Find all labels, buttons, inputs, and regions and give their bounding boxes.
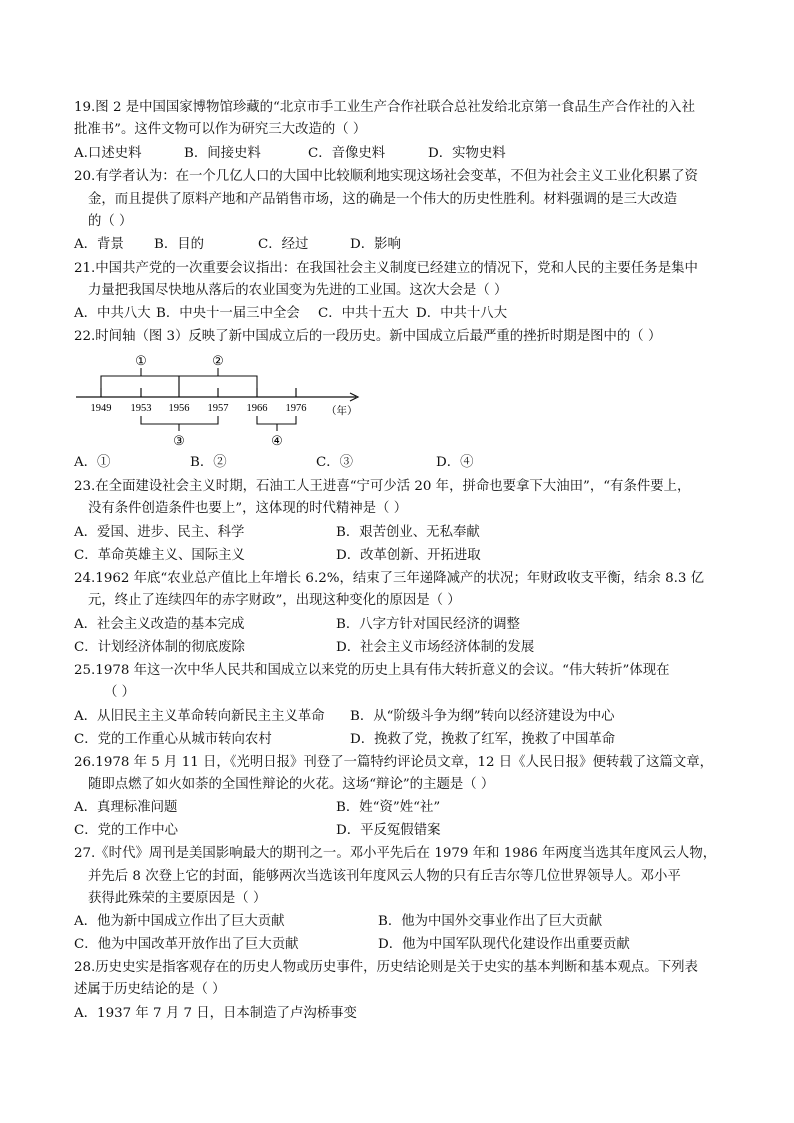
q23-option-b: B．艰苦创业、无私奉献 [336, 525, 480, 540]
q19-option-c: C．音像史料 [308, 146, 386, 161]
q21-stem-line1: 21.中国共产党的一次重要会议指出：在我国社会主义制度已经建立的情况下，党和人民的主要任务是集中 [74, 261, 698, 276]
q26-option-a: A．真理标准问题 [74, 800, 178, 815]
year-label-1953: 1953 [130, 403, 152, 414]
q23-option-a: A．爱国、进步、民主、科学 [74, 525, 245, 540]
q20-stem-line3: 的（ ） [88, 214, 133, 229]
q20-option-d: D．影响 [350, 237, 401, 252]
bracket-label-4: ④ [271, 433, 283, 448]
q21-option-c: C．中共十五大 [318, 306, 409, 321]
bracket-3 [141, 416, 218, 424]
q23-stem-line1: 23.在全面建设社会主义时期，石油工人王进喜“宁可少活 20 年，拼命也要拿下大油田”，“有条件要上， [74, 479, 691, 494]
q20-stem-line2: 金，而且提供了原料产地和产品销售市场，这的确是一个伟大的历史性胜利。材料强调的是三大改造 [88, 192, 678, 207]
q20-option-a: A．背景 [74, 237, 124, 252]
q25-option-a: A．从旧民主主义革命转向新民主主义革命 [74, 709, 325, 724]
q28-stem-line2: 述属于历史结论的是（ ） [74, 982, 226, 997]
q19-stem-line2: 批准书”。这件文物可以作为研究三大改造的（ ） [74, 122, 367, 137]
q26-stem-line2: 随即点燃了如火如荼的全国性辩论的火花。这场“辩论”的主题是（ ） [88, 777, 495, 792]
year-label-1956: 1956 [168, 403, 190, 414]
q19-option-a: A.口述史料 [74, 146, 142, 161]
q22-option-c: C．③ [316, 455, 354, 470]
q23-option-d: D．改革创新、开拓进取 [336, 548, 481, 563]
q27-stem-line3: 获得此殊荣的主要原因是（ ） [88, 891, 267, 906]
q21-stem-line2: 力量把我国尽快地从落后的农业国变为先进的工业国。这次大会是（ ） [88, 283, 508, 298]
q20-option-b: B．目的 [154, 237, 205, 252]
q27-option-b: B．他为中国外交事业作出了巨大贡献 [378, 914, 603, 929]
q28-option-a: A．1937 年 7 月 7 日，日本制造了卢沟桥事变 [74, 1006, 357, 1021]
q27-option-a: A．他为新中国成立作出了巨大贡献 [74, 914, 285, 929]
q26-option-b: B．姓“资”姓“社” [336, 800, 441, 815]
q22-stem-line1: 22.时间轴（图 3）反映了新中国成立后的一段历史。新中国成立后最严重的挫折时期是图中的（ ） [74, 329, 662, 344]
q22-option-d: D．④ [436, 455, 474, 470]
bracket-label-2: ② [212, 353, 224, 368]
q28-stem-line1: 28.历史史实是指客观存在的历史人物或历史事件，历史结论则是关于史实的基本判断和基本观点。下列表 [74, 960, 698, 975]
q24-option-a: A．社会主义改造的基本完成 [74, 617, 245, 632]
q25-stem-line1: 25.1978 年这一次中华人民共和国成立以来党的历史上具有伟大转折意义的会议。“伟大转折”体现在 [74, 663, 670, 678]
q27-option-c: C．他为中国改革开放作出了巨大贡献 [74, 937, 299, 952]
bracket-label-1: ① [135, 353, 147, 368]
year-label-1966: 1966 [246, 403, 268, 414]
year-label-1976: 1976 [285, 403, 307, 414]
q21-option-a: A．中共八大 [74, 306, 151, 321]
q24-option-c: C．计划经济体制的彻底废除 [74, 640, 245, 655]
q25-option-c: C．党的工作重心从城市转向农村 [74, 732, 272, 747]
q23-option-c: C．革命英雄主义、国际主义 [74, 548, 245, 563]
q20-option-c: C．经过 [258, 237, 309, 252]
q26-stem-line1: 26.1978 年 5 月 11 日，《光明日报》刊登了一篇特约评论员文章，12 日《人民日报》便转载了这篇文章， [74, 755, 714, 770]
year-label-1957: 1957 [207, 403, 229, 414]
q27-option-d: D．他为中国军队现代化建设作出重要贡献 [378, 937, 630, 952]
year-unit-label: （年） [326, 406, 358, 417]
q21-option-d: D．中共十八大 [416, 306, 508, 321]
bracket-2 [179, 376, 257, 388]
bracket-1 [101, 376, 179, 388]
q27-stem-line1: 27.《时代》周刊是美国影响最大的期刊之一。邓小平先后在 1979 年和 1986 年两度当选其年度风云人物， [74, 846, 717, 861]
q19-stem-line1: 19.图 2 是中国国家博物馆珍藏的“北京市手工业生产合作社联合总社发给北京第一食品生产合作社的入社 [74, 100, 695, 115]
q26-option-d: D．平反冤假错案 [336, 823, 441, 838]
q22-option-b: B．② [190, 455, 227, 470]
q25-option-d: D．挽救了党，挽救了红军，挽救了中国革命 [350, 732, 616, 747]
year-label-1949: 1949 [90, 403, 112, 414]
q24-stem-line2: 元，终止了连续四年的赤字财政”，出现这种变化的原因是（ ） [88, 593, 461, 608]
q24-option-b: B．八字方针对国民经济的调整 [336, 617, 520, 632]
q25-stem-line2: （ ） [104, 685, 136, 700]
q19-option-b: B．间接史料 [184, 146, 261, 161]
bracket-4 [257, 416, 296, 424]
q23-stem-line2: 没有条件创造条件也要上”，这体现的时代精神是（ ） [88, 501, 408, 516]
q26-option-c: C．党的工作中心 [74, 823, 178, 838]
q21-option-b: B．中央十一届三中全会 [156, 306, 300, 321]
timeline-figure [74, 348, 374, 448]
q20-stem-line1: 20.有学者认为：在一个几亿人口的大国中比较顺利地实现这场社会变革，不但为社会主义工业化积累了资 [74, 169, 698, 184]
q22-option-a: A．① [74, 455, 111, 470]
bracket-label-3: ③ [173, 433, 185, 448]
q24-stem-line1: 24.1962 年底“农业总产值比上年增长 6.2%，结束了三年递降减产的状况；年财政收支平衡，结余 8.3 亿 [74, 571, 705, 586]
q27-stem-line2: 并先后 8 次登上它的封面，能够两次当选该刊年度风云人物的只有丘吉尔等几位世界领导人。邓小平 [88, 869, 681, 884]
q19-option-d: D．实物史料 [428, 146, 506, 161]
q25-option-b: B．从“阶级斗争为纲”转向以经济建设为中心 [350, 709, 615, 724]
q24-option-d: D．社会主义市场经济体制的发展 [336, 640, 535, 655]
